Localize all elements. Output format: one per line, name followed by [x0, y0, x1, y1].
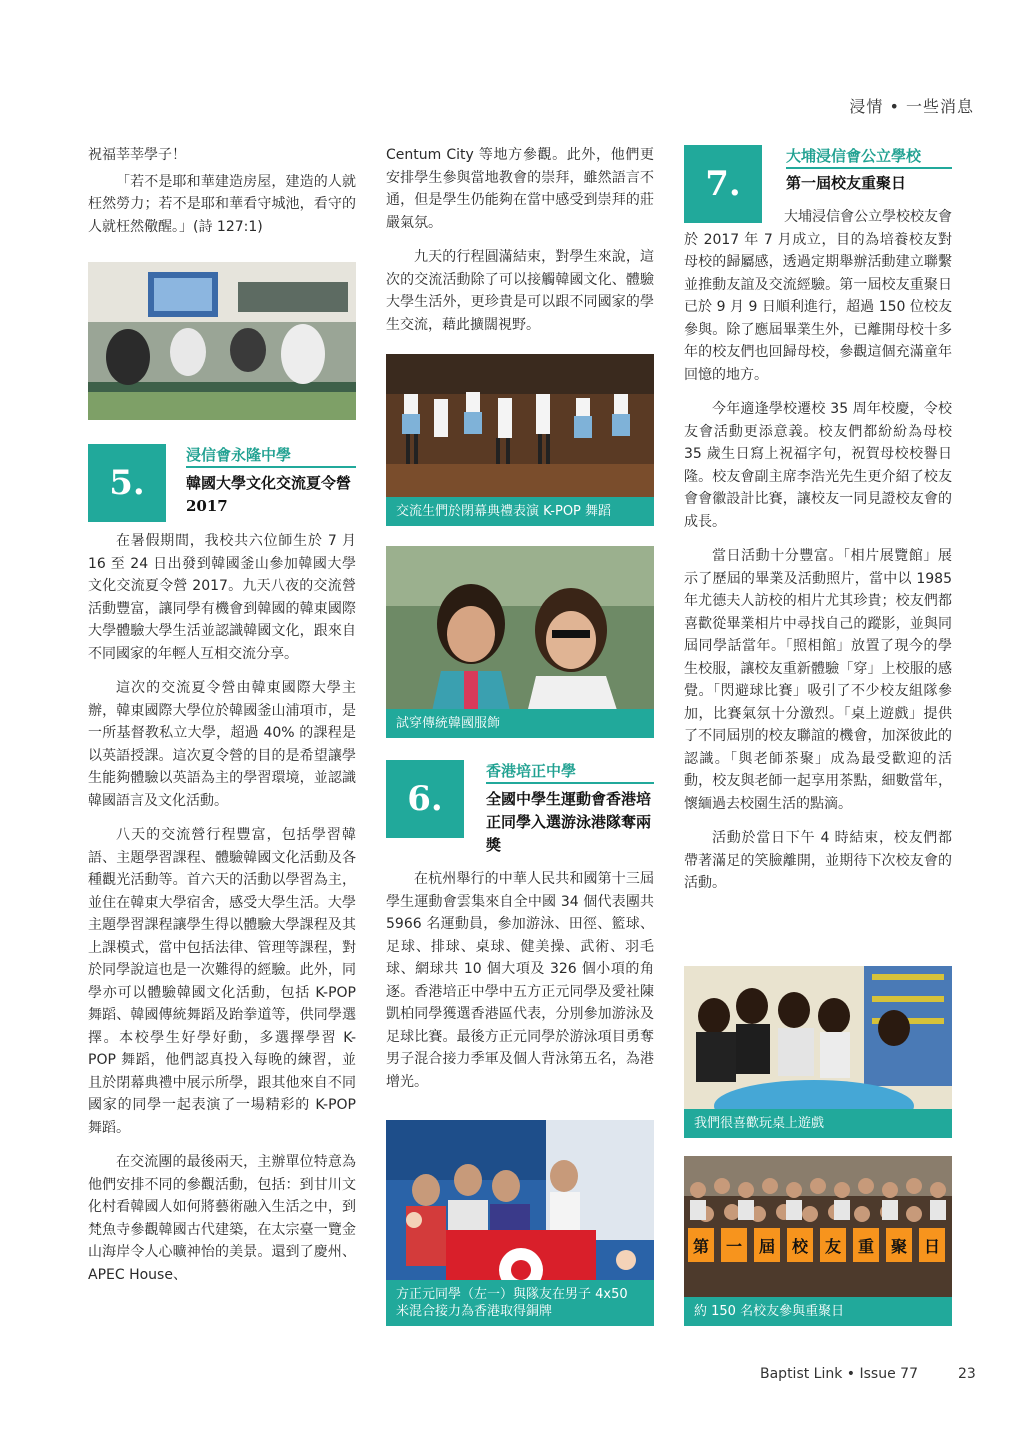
reunion-sign-4: 校 — [787, 1228, 813, 1262]
reunion-sign-8: 日 — [919, 1228, 945, 1262]
reunion-caption: 約 150 名校友參與重聚日 — [684, 1297, 952, 1326]
section-7-paragraph-2: 今年適逢學校遷校 35 周年校慶，令校友會活動更添意義。校友們都紛紛為母校 35 歲生日寫上祝福字句，祝賀母校校譽日隆。校友會副主席李浩光先生更介紹了校友會會徽設計比賽，讓校友一同見證校友會的成長。 — [684, 401, 952, 530]
reunion-sign-3: 屆 — [754, 1228, 780, 1262]
section-6-number: 6. — [386, 760, 464, 838]
section-6-title: 全國中學生運動會香港培正同學入選游泳港隊奪兩獎 — [486, 790, 652, 854]
section-5-paragraph-3: 八天的交流營行程豐富，包括學習韓語、主題學習課程、體驗韓國文化活動及各種觀光活動等。首六天的活動以學習為主，並住在韓東大學宿舍，感受大學生活。大學主題學習課程讓學生得以體驗大學課程及其上課模式，當中包括法律、管理等課程，對於同學說這也是一次難得的經驗。此外，同學亦可以體驗韓國文化活動，包括 K-POP 舞蹈、韓國傳統舞蹈及跆拳道等，供同學選擇。本校學生好學好動，多選擇學習 K-POP 舞蹈，他們認真投入每晚的練習，並且於閉幕典禮中展示所學，跟其他來自不同國家的同學一起表演了一場精彩的 K-POP 舞蹈。 — [88, 827, 356, 1136]
page-number: 23 — [958, 1366, 976, 1382]
reunion-sign-2: 一 — [721, 1228, 747, 1262]
section-7-number: 7. — [684, 145, 762, 223]
kpop-dance-photo — [386, 354, 654, 526]
section-7-paragraph-1 — [684, 206, 952, 386]
section-6-school: 香港培正中學 — [486, 762, 577, 780]
section-6-rule — [486, 782, 654, 784]
section-5-title: 韓國大學文化交流夏令營 2017 — [186, 474, 352, 515]
section-7-school: 大埔浸信會公立學校 — [786, 147, 922, 165]
section-5-rule — [186, 466, 356, 468]
section-5-paragraph-2: 這次的交流夏令營由韓東國際大學主辦，韓東國際大學位於韓國釜山浦項市，是一所基督教私立大學，超過 40% 的課程是以英語授課。這次夏令營的目的是希望讓學生能夠體驗以英語為主的學習環境，並認識韓國語言及文化活動。 — [88, 680, 356, 809]
classroom-photo — [88, 262, 356, 420]
section-7-rule — [786, 167, 952, 169]
reunion-sign-5: 友 — [820, 1228, 846, 1262]
section-6-paragraph-1: 在杭州舉行的中華人民共和國第十三屆學生運動會雲集來自全中國 34 個代表團共 5966 名運動員，參加游泳、田徑、籃球、足球、排球、桌球、健美操、武術、羽毛球、網球共 10 個大項及 326 個小項的角逐。香港培正中學中五方正元同學及愛社陳凱柏同學獲選香港區代表，分別參加游泳及足球比賽。最後方正元同學於游泳項目勇奪男子混合接力季軍及個人背泳第五名，為港增光。 — [386, 871, 654, 1090]
section-5-paragraph-4: 在交流團的最後兩天，主辦單位特意為他們安排不同的參觀活動，包括：到甘川文化村看韓國人如何將藝術融入生活之中，到梵魚寺參觀韓國古代建築，在太宗臺一覽金山海岸令人心曠神怡的美景。還到了慶州、APEC House、 — [88, 1154, 356, 1283]
column-1 — [88, 144, 356, 250]
section-5-number: 5. — [88, 444, 166, 522]
kpop-dance-caption: 交流生們於閉幕典禮表演 K-POP 舞蹈 — [386, 497, 654, 526]
section-7-paragraph-1-text: 大埔浸信會公立學校校友會於 2017 年 7 月成立，目的為培養校友對母校的歸屬感，透過定期舉辦活動建立聯繫並推動友誼及交流經驗。第一屆校友重聚日已於 9 月 9 日順利進行，超過 150 位校友參與。除了應屆畢業生外，已離開母校十多年的校友們也回歸母校，參觀這個充滿童年回憶的地方。 — [684, 209, 952, 383]
section-5-paragraph-1: 在暑假期間，我校共六位師生於 7 月 16 至 24 日出發到韓國釜山參加韓國大學文化交流夏令營 2017。九天八夜的交流營活動豐富，讓同學有機會到韓國的韓東國際大學體驗大學生活並認識韓國文化，跟來自不同國家的年輕人互相交流分享。 — [88, 533, 356, 662]
swim-medal-caption: 方正元同學（左一）與隊友在男子 4x50 米混合接力為香港取得銅牌 — [386, 1280, 654, 1326]
reunion-sign-7: 聚 — [886, 1228, 912, 1262]
reunion-sign-6: 重 — [853, 1228, 879, 1262]
column-2 — [386, 144, 654, 348]
reunion-photo — [684, 1156, 952, 1326]
boardgame-caption: 我們很喜歡玩桌上遊戲 — [684, 1109, 952, 1138]
swim-medal-photo — [386, 1120, 654, 1326]
column-2-body — [386, 868, 654, 1105]
reunion-signs — [684, 1228, 952, 1264]
bible-quote: 「若不是耶和華建造房屋，建造的人就枉然勞力；若不是耶和華看守城池，看守的人就枉然儆醒。」(詩 127:1) — [88, 173, 356, 235]
reunion-sign-1: 第 — [688, 1228, 714, 1262]
column-1-body — [88, 530, 356, 1298]
publication-name: Baptist Link • Issue 77 — [760, 1366, 918, 1382]
section-7-paragraph-4: 活動於當日下午 4 時結束，校友們都帶著滿足的笑臉離開，並期待下次校友會的活動。 — [684, 830, 952, 891]
section-5-paragraph-5: Centum City 等地方參觀。此外，他們更安排學生參與當地教會的崇拜，雖然語言不通，但是學生仍能夠在當中感受到崇拜的莊嚴氣氛。 — [386, 147, 654, 231]
hanbok-caption: 試穿傳統韓國服飾 — [386, 709, 654, 738]
section-7-paragraph-3: 當日活動十分豐富。「相片展覽館」展示了歷屆的畢業及活動照片，當中以 1985 年尤德夫人訪校的相片尤其珍貴；校友們都喜歡從畢業相片中尋找自己的蹤影，並與同屆同學話當年。「照相館」放置了現今的學生校服，讓校友重新體驗「穿」上校服的感覺。「閃避球比賽」吸引了不少校友組隊參加，比賽氣氛十分激烈。「桌上遊戲」提供了不同屆別的校友聯誼的機會，加深彼此的認識。「與老師茶聚」成為最受歡迎的活動，校友與老師一起享用茶點，細數當年，懷緬過去校園生活的點滴。 — [684, 548, 952, 812]
hanbok-photo — [386, 546, 654, 738]
page-footer — [760, 1366, 976, 1382]
column-3-body — [684, 206, 952, 907]
intro-text: 祝福莘莘學子！ — [88, 147, 186, 163]
boardgame-photo — [684, 966, 952, 1138]
section-5-school: 浸信會永隆中學 — [186, 446, 292, 464]
section-header: 浸情 • 一些消息 — [849, 97, 974, 116]
section-7-title: 第一屆校友重聚日 — [786, 174, 907, 192]
section-5-paragraph-6: 九天的行程圓滿結束，對學生來說，這次的交流活動除了可以接觸韓國文化、體驗大學生活外，更珍貴是可以跟不同國家的學生交流，藉此擴闊視野。 — [386, 249, 654, 333]
